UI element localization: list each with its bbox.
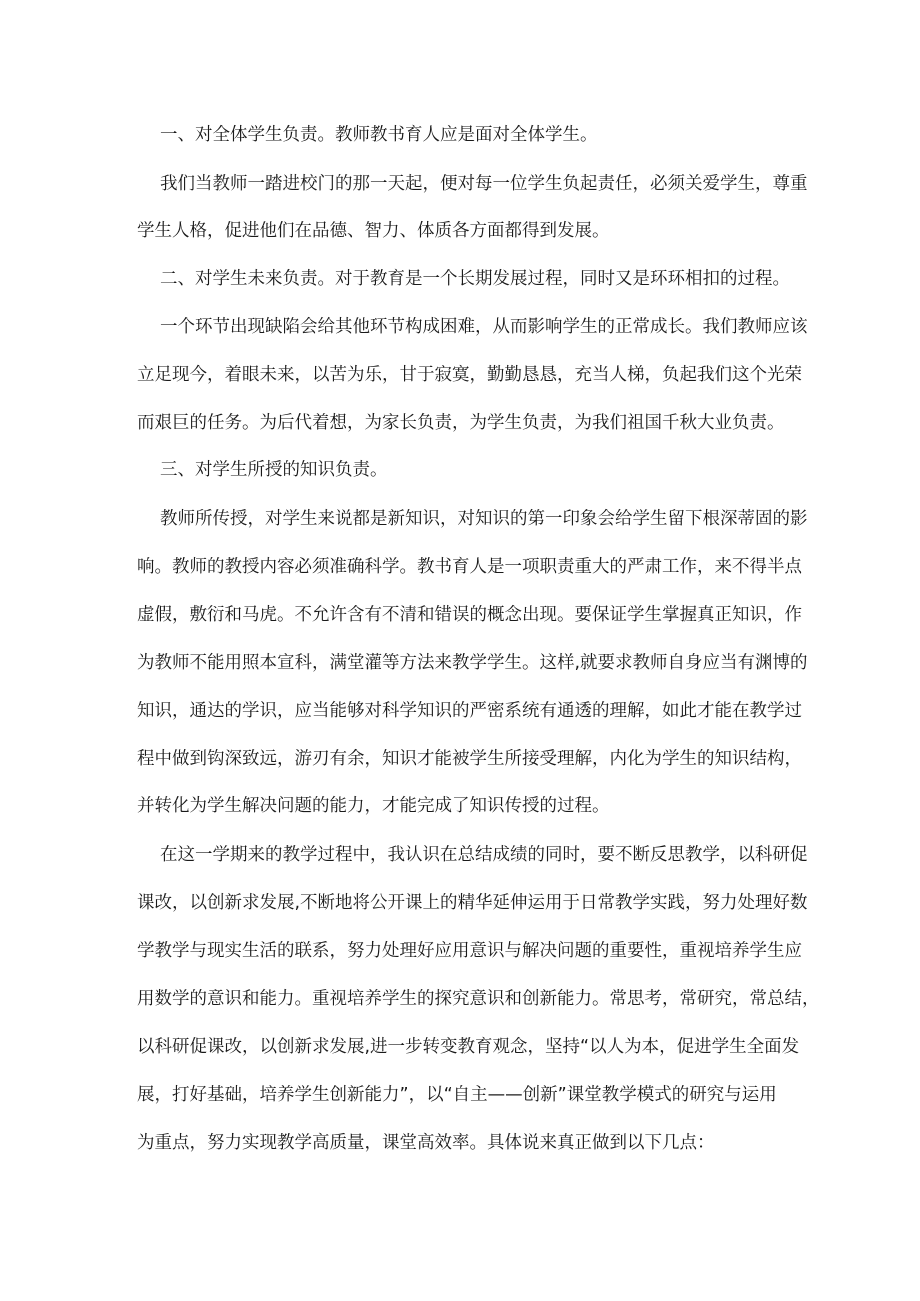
paragraph-1-line-1: 一、对全体学生负责。教师教书育人应是面对全体学生。 xyxy=(160,125,598,145)
paragraph-4-line-1: 一个环节出现缺陷会给其他环节构成困难，从而影响学生的正常成长。我们教师应该 xyxy=(160,317,808,337)
paragraph-5-line-1: 三、对学生所授的知识负责。 xyxy=(160,460,388,480)
paragraph-2-line-2: 学生人格，促进他们在品德、智力、体质各方面都得到发展。 xyxy=(137,221,610,241)
paragraph-3-line-1: 二、对学生未来负责。对于教育是一个长期发展过程，同时又是环环相扣的过程。 xyxy=(160,269,790,289)
paragraph-6-line-4: 为教师不能用照本宣科，满堂灌等方法来教学学生。这样,就要求教师自身应当有渊博的 xyxy=(137,653,808,673)
paragraph-7-line-4: 用数学的意识和能力。重视培养学生的探究意识和创新能力。常思考，常研究，常总结， xyxy=(137,989,820,1009)
paragraph-7-line-3: 学教学与现实生活的联系，努力处理好应用意识与解决问题的重要性，重视培养学生应 xyxy=(137,941,802,961)
paragraph-6-line-7: 并转化为学生解决问题的能力，才能完成了知识传授的过程。 xyxy=(137,796,610,816)
paragraph-7-line-7: 为重点，努力实现教学高质量，课堂高效率。具体说来真正做到以下几点： xyxy=(137,1133,715,1153)
paragraph-2-line-1: 我们当教师一踏进校门的那一天起，便对每一位学生负起责任，必须关爱学生，尊重 xyxy=(160,174,808,194)
paragraph-6-line-2: 响。教师的教授内容必须准确科学。教书育人是一项职责重大的严肃工作，来不得半点 xyxy=(137,557,802,577)
paragraph-6-line-3: 虚假，敷衍和马虎。不允许含有不清和错误的概念出现。要保证学生掌握真正知识，作 xyxy=(137,605,802,625)
paragraph-7-line-5: 以科研促课改，以创新求发展,进一步转变教育观念，坚持“以人为本，促进学生全面发 xyxy=(137,1037,800,1057)
paragraph-7-line-1: 在这一学期来的教学过程中，我认识在总结成绩的同时，要不断反思教学，以科研促 xyxy=(160,845,808,865)
paragraph-4-line-2: 立足现今，着眼未来，以苦为乐，甘于寂寞，勤勤恳恳，充当人梯，负起我们这个光荣 xyxy=(137,365,802,385)
paragraph-7-line-2: 课改，以创新求发展,不断地将公开课上的精华延伸运用于日常教学实践，努力处理好数 xyxy=(137,893,808,913)
paragraph-6-line-6: 程中做到钩深致远，游刃有余，知识才能被学生所接受理解，内化为学生的知识结构， xyxy=(137,749,802,769)
paragraph-6-line-5: 知识，通达的学识，应当能够对科学知识的严密系统有通透的理解，如此才能在教学过 xyxy=(137,701,802,721)
paragraph-7-line-6: 展，打好基础，培养学生创新能力”，以“自主——创新”课堂教学模式的研究与运用 xyxy=(137,1085,777,1105)
paragraph-4-line-3: 而艰巨的任务。为后代着想，为家长负责，为学生负责，为我们祖国千秋大业负责。 xyxy=(137,413,785,433)
paragraph-6-line-1: 教师所传授，对学生来说都是新知识，对知识的第一印象会给学生留下根深蒂固的影 xyxy=(160,509,808,529)
